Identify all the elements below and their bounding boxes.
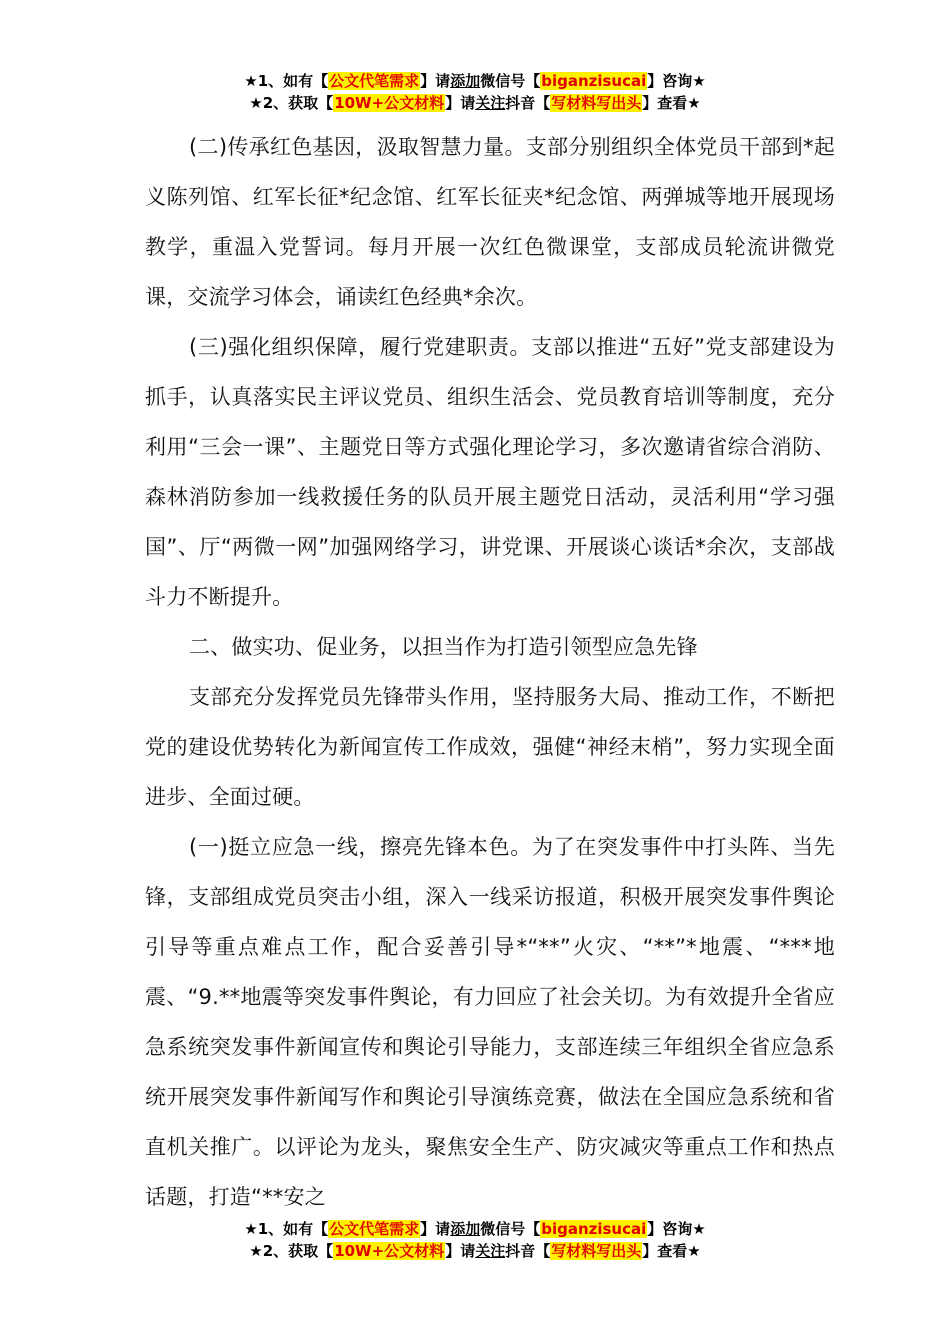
document-body (145, 122, 835, 1222)
promo-text: ★1、如有【 (244, 1220, 329, 1238)
paragraph: 支部充分发挥党员先锋带头作用，坚持服务大局、推动工作，不断把党的建设优势转化为新闻宣传工作成效，强健“神经末梢”，努力实现全面进步、全面过硬。 (145, 685, 835, 809)
section-heading: 二、做实功、促业务，以担当作为打造引领型应急先锋 (189, 635, 698, 659)
promo-highlight: biganzisucai (541, 72, 647, 90)
promo-highlight: 10W+公文材料 (334, 1242, 445, 1260)
promo-text: 】查看★ (642, 94, 701, 112)
promo-banner-top (0, 70, 950, 114)
promo-text: 】请 (420, 72, 451, 90)
promo-text: ★1、如有【 (244, 72, 329, 90)
promo-text: 抖音【 (505, 94, 551, 112)
promo-text: 微信号【 (480, 1220, 541, 1238)
promo-line-2 (0, 92, 950, 114)
promo-line-1 (0, 1218, 950, 1240)
promo-banner-bottom (0, 1218, 950, 1262)
promo-text: 】请 (420, 1220, 451, 1238)
paragraph: (一)挺立应急一线，擦亮先锋本色。为了在突发事件中打头阵、当先锋，支部组成党员突击小组，深入一线采访报道，积极开展突发事件舆论引导等重点难点工作，配合妥善引导*“**”火灾、“**”*地震、“***地震、“9.**地震等突发事件舆论，有力回应了社会关切。为有效提升全省应急系统突发事件新闻宣传和舆论引导能力，支部连续三年组织全省应急系统开展突发事件新闻写作和舆论引导演练竞赛，做法在全国应急系统和省直机关推广。以评论为龙头，聚焦安全生产、防灾减灾等重点工作和热点话题，打造“**安之 (145, 835, 835, 1209)
paragraph: (三)强化组织保障，履行党建职责。支部以推进“五好”党支部建设为抓手，认真落实民主评议党员、组织生活会、党员教育培训等制度，充分利用“三会一课”、主题党日等方式强化理论学习，多次邀请省综合消防、森林消防参加一线救援任务的队员开展主题党日活动，灵活利用“学习强国”、厅“两微一网”加强网络学习，讲党课、开展谈心谈话*余次，支部战斗力不断提升。 (145, 335, 835, 609)
promo-text: 】请 (445, 1242, 476, 1260)
promo-highlight: 10W+公文材料 (334, 94, 445, 112)
promo-text: 】咨询★ (647, 1220, 706, 1238)
promo-text: ★2、获取【 (249, 1242, 334, 1260)
promo-text: 】查看★ (642, 1242, 701, 1260)
promo-highlight: 写材料写出头 (551, 94, 642, 112)
promo-line-1 (0, 70, 950, 92)
promo-highlight: 写材料写出头 (551, 1242, 642, 1260)
promo-highlight: 公文代笔需求 (329, 72, 420, 90)
promo-highlight: 公文代笔需求 (329, 1220, 420, 1238)
promo-text: 】咨询★ (647, 72, 706, 90)
promo-text: 抖音【 (505, 1242, 551, 1260)
promo-underlined: 关注 (475, 1242, 506, 1260)
paragraph: (二)传承红色基因，汲取智慧力量。支部分别组织全体党员干部到*起义陈列馆、红军长征*纪念馆、红军长征夹*纪念馆、两弹城等地开展现场教学，重温入党誓词。每月开展一次红色微课堂，支部成员轮流讲微党课，交流学习体会，诵读红色经典*余次。 (145, 135, 835, 309)
promo-underlined: 添加 (450, 1220, 481, 1238)
promo-text: 微信号【 (480, 72, 541, 90)
promo-text: ★2、获取【 (249, 94, 334, 112)
promo-underlined: 添加 (450, 72, 481, 90)
promo-highlight: biganzisucai (541, 1220, 647, 1238)
promo-line-2 (0, 1240, 950, 1262)
promo-text: 】请 (445, 94, 476, 112)
promo-underlined: 关注 (475, 94, 506, 112)
